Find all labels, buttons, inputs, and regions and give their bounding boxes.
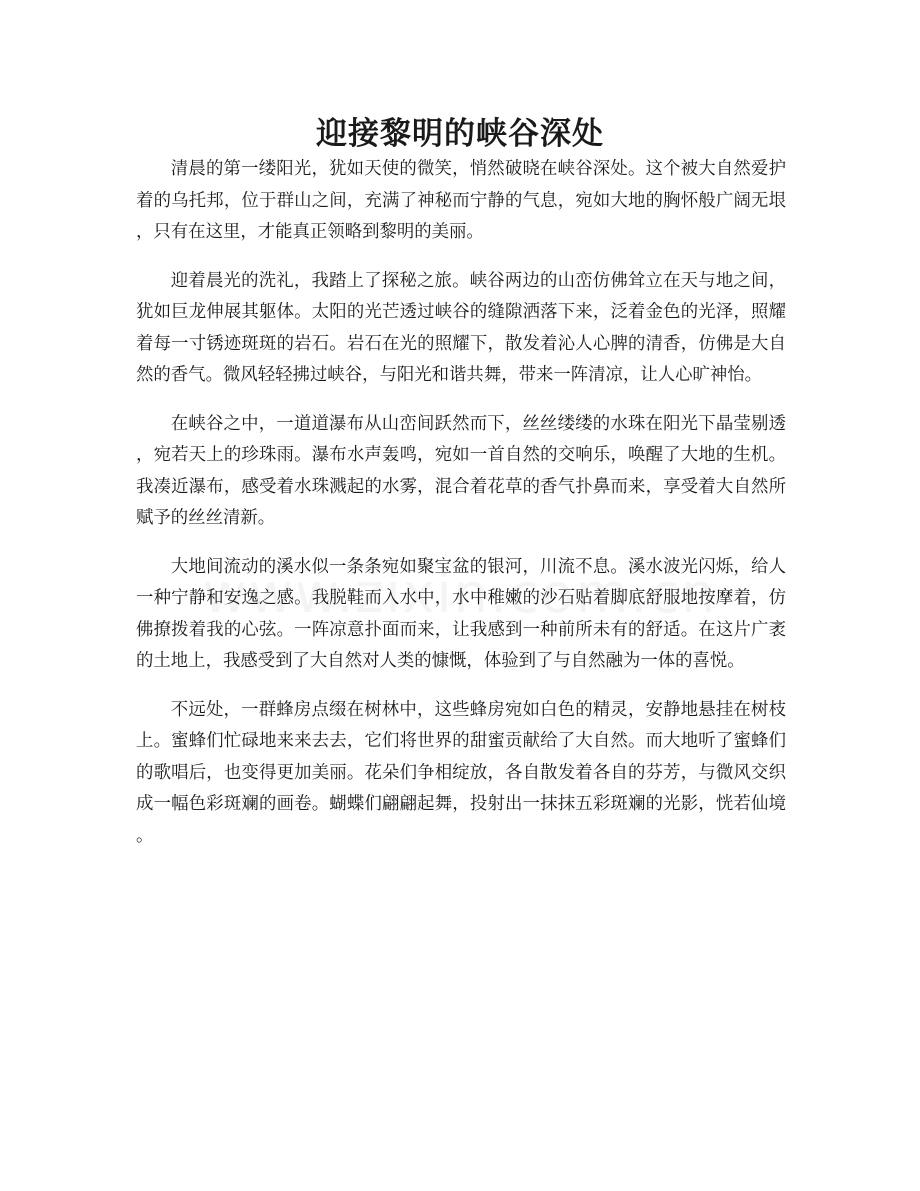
paragraph-5: 不远处，一群蜂房点缀在树林中，这些蜂房宛如白色的精灵，安静地悬挂在树枝上。蜜蜂们忙碌地来来去去，它们将世界的甜蜜贡献给了大自然。而大地听了蜜蜂们的歌唱后，也变得更加美丽。花朵们争相绽放，各自散发着各自的芬芳，与微风交织成一幅色彩斑斓的画卷。蝴蝶们翩翩起舞，投射出一抹抹五彩斑斓的光影，恍若仙境。: [136, 699, 786, 846]
paragraph-1: 清晨的第一缕阳光，犹如天使的微笑，悄然破晓在峡谷深处。这个被大自然爱护着的乌托邦，位于群山之间，充满了神秘而宁静的气息，宛如大地的胸怀般广阔无垠，只有在这里，才能真正领略到黎明的美丽。: [136, 159, 786, 242]
document-body: [136, 154, 786, 869]
document-title: 迎接黎明的峡谷深处: [316, 116, 604, 152]
paragraph-4: 大地间流动的溪水似一条条宛如聚宝盆的银河，川流不息。溪水波光闪烁，给人一种宁静和安逸之感。我脱鞋而入水中，水中稚嫩的沙石贴着脚底舒服地按摩着，仿佛撩拨着我的心弦。一阵凉意扑面而来，让我感到一种前所未有的舒适。在这片广袤的土地上，我感受到了大自然对人类的慷慨，体验到了与自然融为一体的喜悦。: [136, 556, 786, 671]
paragraph-2: 迎着晨光的洗礼，我踏上了探秘之旅。峡谷两边的山峦仿佛耸立在天与地之间，犹如巨龙伸展其躯体。太阳的光芒透过峡谷的缝隙洒落下来，泛着金色的光泽，照耀着每一寸锈迹斑斑的岩石。岩石在光的照耀下，散发着沁人心脾的清香，仿佛是大自然的香气。微风轻轻拂过峡谷，与阳光和谐共舞，带来一阵清凉，让人心旷神怡。: [136, 270, 786, 385]
paragraph-3: 在峡谷之中，一道道瀑布从山峦间跃然而下，丝丝缕缕的水珠在阳光下晶莹剔透，宛若天上的珍珠雨。瀑布水声轰鸣，宛如一首自然的交响乐，唤醒了大地的生机。我凑近瀑布，感受着水珠溅起的水雾，混合着花草的香气扑鼻而来，享受着大自然所赋予的丝丝清新。: [136, 413, 786, 528]
